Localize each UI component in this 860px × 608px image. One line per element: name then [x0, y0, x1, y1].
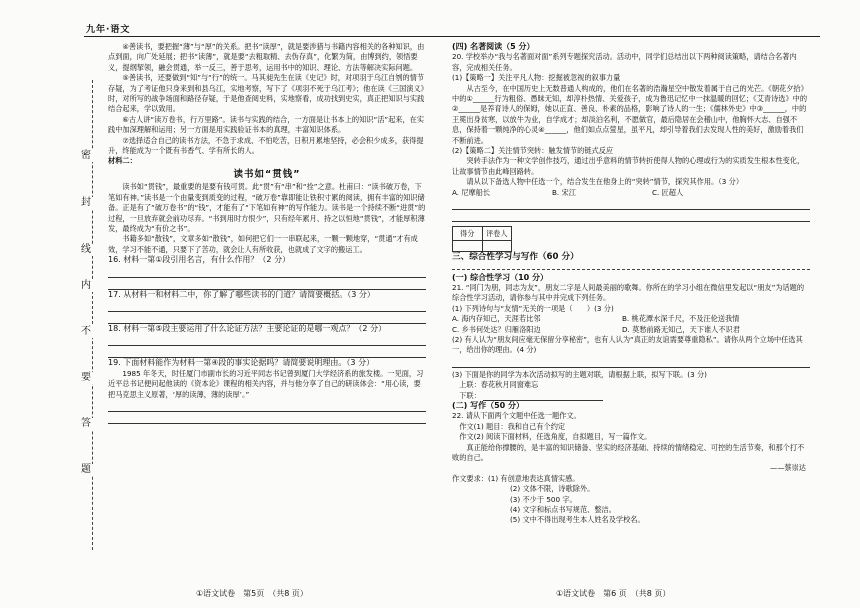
answer-lines-19[interactable] — [108, 400, 426, 424]
answer-lines-16[interactable] — [108, 266, 426, 290]
right-page — [452, 42, 810, 526]
binding-mark: 密 — [81, 150, 91, 161]
question-21-2: (2) 有人认为“朋友间应毫无保留分享秘密”，也有人认为“真正的友谊需要尊重隐私”。请你从两个立场中任选其一，给出你的理由。(4 分) — [452, 334, 803, 355]
requirement-5: (5) 文中不得出现考生本人姓名及学校名。 — [510, 515, 645, 525]
answer-lines-20[interactable] — [452, 198, 810, 222]
binding-mark: 不 — [81, 326, 91, 337]
question-19: 19. 下面材料能作为材料一第④段的事实论据吗？请简要说明理由。（3 分） — [108, 358, 375, 368]
score-box-cells[interactable] — [452, 241, 512, 252]
score-box — [452, 226, 512, 241]
material-2-title: 读书如“贯钱” — [233, 168, 301, 180]
answer-line[interactable] — [108, 334, 426, 346]
answer-lines-17[interactable] — [108, 300, 426, 324]
question-21: 21. “同门为朋，同志为友”，朋友二字是人间最美丽的歌舞。你所在的学习小组在微信里发起以“朋友”为话题的综合性学习活动，请你参与其中并完成下列任务。 — [452, 282, 805, 303]
score-label: 得分 — [453, 227, 483, 240]
couplet-lower-label: 下联： — [459, 390, 481, 400]
option-b[interactable]: B. 宋江 — [552, 187, 576, 197]
options-21 — [452, 314, 810, 335]
option-c[interactable]: C. 匠超人 — [652, 187, 684, 197]
paragraph-7: ⑦选择适合自己的读书方法，不急于求成、不怕吃苦，日积月累地坚持，必会积少成多，获得提升，终能成为一个既有书香气、学有所长的人。 — [108, 135, 424, 156]
header-rule — [84, 36, 820, 37]
answer-line[interactable] — [108, 266, 426, 278]
couplet-lower-row — [452, 391, 810, 401]
score-cell[interactable] — [453, 241, 483, 251]
grader-label: 评卷人 — [485, 229, 508, 239]
option-a[interactable]: A. 尼摩船长 — [452, 187, 491, 197]
binding-mark: 封 — [81, 197, 91, 208]
binding-mark: 线 — [81, 244, 91, 255]
question-20-2: (2)【策略二】关注情节突转：触发情节的链式反应 — [452, 146, 614, 156]
quote-author: ——蔡崇达 — [770, 463, 806, 473]
answer-line[interactable] — [108, 400, 426, 412]
option-b[interactable]: B. 桃花潭水深千尺，不及汪伦送我情 — [622, 314, 740, 324]
requirement-2: (2) 文体不限，诗歌除外。 — [510, 484, 595, 494]
paragraph-4: ④善读书，要把握“薄”与“厚”的关系。把书“读厚”，就是要涉猎与书籍内容相关的各种知识，由点到面，向广处延展；把书“读薄”，就是要“去粗取精、去伪存真”，化繁为简，由博到约，领悟要义，提纲挈领，融会贯通，举一反三，善于思考，运用书中的知识、理论、方法等解决实际问题。 — [108, 42, 425, 72]
requirement-1: 作文要求：(1) 有创意地表达真情实感。 — [452, 473, 580, 483]
subsection-1-title: (一) 综合性学习（10 分） — [452, 272, 549, 282]
answer-line[interactable] — [108, 300, 426, 312]
answer-line[interactable] — [108, 278, 426, 290]
paragraph-6: ⑥古人讲“读万卷书，行万里路”。读书与实践的结合，一方面是让书本上的知识“活”起来，在实践中加深理解和运用；另一方面是用实践验证书本的真理，丰富知识体系。 — [108, 114, 425, 135]
option-d[interactable]: D. 莫愁前路无知己，天下谁人不识君 — [622, 324, 740, 334]
page-footer-right: ①语文试卷 第6 页 （共8 页） — [556, 589, 671, 598]
answer-line[interactable] — [108, 412, 426, 424]
answer-line[interactable] — [108, 346, 426, 358]
material-2-paragraph-2: 书籍多如“散钱”，文章多如“散钱”，如何把它们一一串联起来，一颗一颗地穿，“贯通”才有成效，学习不能不通，只要下了苦功，就会让人有所收获，也就成了文字的搬运工。 — [108, 234, 418, 254]
header-title: 九年·语文 — [86, 25, 131, 35]
section-4-title: (四) 名著阅读（5 分） — [452, 42, 535, 51]
question-20-1-text: 从古至今，在中国历史上无数普通人构成的，他们在名著的浩瀚星空中散发着属于自己的光芒。《朝花夕拾》中的①______行为粗俗、愚昧无知，却淳朴热情、关爱孩子，成为鲁迅记忆中一抹温暖的回忆；《艾青诗选》中的②______是养育诗人的保姆，她以正直、善良、朴素的品格，影响了诗人的一生；《儒林外史》中③______，中的王冕出身贫寒，以放牛为业，自学成才；却淡泊名利，不愿做官，最后隐居在会稽山中，他胸怀大志、自强不息，保持着一颗纯净的心灵④______，他们如点点萤星，虽平凡，却引导着我们去发现人性的美好，激励着我们不断前进。 — [452, 83, 808, 145]
material-2-paragraph-1: 读书如“贯钱”，最重要的是要有钱可贯。此“贯”有“串”和“拴”之意。杜甫曰：“读书破万卷，下笔如有神。”读书是一个由量变到质变的过程，“破万卷”靠即能让铁积寸累的阅读，拥有丰富的知识储备。正是有了“破万卷书”的“钱”，才能有了“下笔如有神”的写作能力。读书是一个持续不断“进贯”的过程，一旦放弃就会前功尽弃。“书到用时方恨少”，只有经年累月、持之以恒地“贯钱”，才能厚积薄发，最终成为“有价之书”。 — [108, 182, 426, 233]
answer-line[interactable] — [452, 356, 810, 368]
section-3-title: 三、综合性学习与写作（60 分） — [452, 252, 579, 263]
answer-lines-18[interactable] — [108, 334, 426, 358]
question-20: 20. 学校举办“我与名著面对面”系列专题探究活动。活动中，同学们总结出以下两种阅读策略，请结合名著内容，完成相关任务。 — [452, 52, 797, 72]
question-17: 17. 从材料一和材料二中，你了解了哪些读书的门道？请简要概括。（3 分） — [108, 289, 375, 299]
binding-mark: 答 — [81, 418, 91, 429]
binding-mark: 题 — [81, 464, 91, 475]
writing-requirements — [452, 474, 810, 526]
question-20-1: (1)【策略一】关注平凡人物：挖掘被忽视的叙事力量 — [452, 73, 621, 83]
requirement-3: (3) 不少于 500 字。 — [510, 494, 577, 504]
binding-mark: 内 — [81, 280, 91, 291]
options-20 — [452, 188, 810, 198]
binding-mark: 要 — [81, 372, 91, 383]
answer-line[interactable] — [452, 210, 810, 222]
question-21-1: (1) 下列诗句与“友情”无关的一项是（ ）(3 分) — [452, 303, 614, 313]
subsection-2-title: (二) 写作（50 分） — [452, 400, 525, 410]
left-page — [108, 42, 426, 424]
question-16: 16. 材料一第①段引用名言，有什么作用？（2 分） — [108, 255, 291, 265]
page-footer-left: ①语文试卷 第5页 （共8 页） — [196, 589, 308, 598]
grader-cell[interactable] — [483, 241, 512, 251]
writing-quote: 真正能给你撑腰的，是丰富的知识储备、坚实的经济基础、持续的情绪稳定、可控的生活节奏，和那个打不败的自己。 — [452, 442, 805, 462]
material-2-label: 材料二： — [108, 156, 137, 166]
question-22: 22. 请从下面两个文题中任选一题作文。 — [452, 411, 581, 421]
answer-lines-21-2[interactable] — [452, 356, 810, 368]
question-19-material: 1985 年冬天，时任厦门市副市长的习近平同志书记曾到厦门大学经济系的旅发楼。一见面，习近平总书记便问起他读的《资本论》课程的相关内容，并与他分享了自己的研读体会：“用心读，要把马克思主义原著，‘厚的读薄，薄的读厚’。” — [108, 368, 424, 399]
option-c[interactable]: C. 乡书何处达？归雁洛阳边 — [452, 324, 541, 334]
topic-1: 作文(1) 题目：我和自己有个约定 — [459, 421, 566, 431]
question-20-2-prompt: 请从以下备选人物中任选一个，结合发生在他身上的“突转”情节，探究其作用。（3 分） — [466, 177, 744, 187]
topic-2: 作文(2) 阅读下面材料，任选角度，自拟题目，写一篇作文。 — [459, 432, 652, 442]
question-21-3: (3) 下面是你的同学为本次活动拟写的主题对联，请根据上联，拟写下联。(3 分) — [452, 369, 707, 379]
answer-line[interactable] — [108, 312, 426, 324]
option-a[interactable]: A. 海内存知己，天涯若比邻 — [452, 314, 541, 324]
paragraph-5: ⑤善读书，还要做到“知”与“行”的统一。马其昶先生在读《史记》时，对项羽于乌江自刎的情节存疑，为了考证他只身来到和县乌江，实地考察，写下了《项羽不死于乌江考》；他在读《三国演义》时，对所写的战争场面和路径存疑，于是他查阅史料，实地察看，成功找到史实，真正把知识与实践结合起来，学以致用。 — [108, 73, 425, 114]
section-divider — [452, 269, 810, 270]
answer-line[interactable] — [452, 198, 810, 210]
question-18: 18. 材料一第⑤段主要运用了什么论证方法？主要论证的是哪一观点？（2 分） — [108, 323, 387, 333]
couplet-lower-input[interactable] — [483, 392, 603, 401]
requirement-4: (4) 文字和标点书写规范、整洁。 — [510, 505, 616, 515]
question-20-2-text: 突转手法作为一种文学创作技巧，通过出乎意料的情节转折使得人物的心理或行为的实质发生根本性变化，让故事情节由此峰回路转。 — [452, 156, 805, 176]
couplet-upper: 上联：春花秋月同窗难忘 — [459, 380, 539, 390]
